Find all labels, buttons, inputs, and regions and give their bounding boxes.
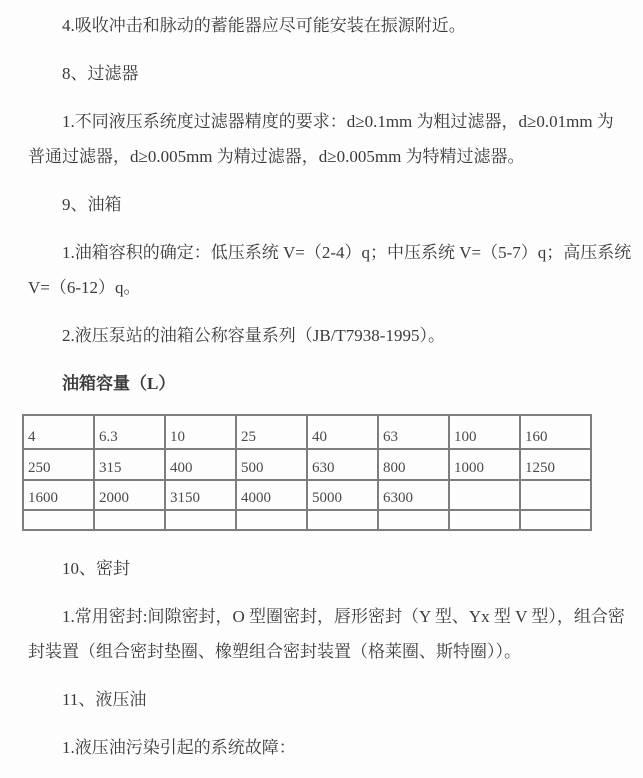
table-cell [236, 510, 307, 530]
table-cell [94, 510, 165, 530]
table-row [23, 480, 591, 510]
table-cell: 315 [94, 449, 165, 480]
paragraph-line: V=（6-12）q。 [28, 278, 141, 297]
paragraph-filter-precision [28, 104, 615, 174]
table-row [23, 415, 591, 449]
table-caption-label: 油箱容量（L） [62, 374, 176, 393]
table-caption [28, 366, 615, 401]
paragraph-line: 1.油箱容积的确定：低压系统 V=（2-4）q；中压系统 V=（5-7）q；高压系统 [62, 243, 632, 262]
paragraph-line: 2.液压泵站的油箱公称容量系列（JB/T7938-1995）。 [62, 326, 445, 345]
table-cell: 160 [520, 415, 591, 449]
table-row [23, 449, 591, 480]
heading-line: 9、油箱 [62, 195, 122, 214]
table-cell: 500 [236, 449, 307, 480]
table-cell: 6300 [378, 480, 449, 510]
table-cell [449, 480, 520, 510]
paragraph-accumulator-note [28, 8, 615, 43]
heading-line: 10、密封 [62, 559, 130, 578]
paragraph-line: 普通过滤器，d≥0.005mm 为精过滤器，d≥0.005mm 为特精过滤器。 [28, 147, 525, 166]
table-cell: 1600 [23, 480, 94, 510]
table-cell: 5000 [307, 480, 378, 510]
heading-line: 11、液压油 [62, 690, 147, 709]
table-cell: 40 [307, 415, 378, 449]
section-heading-filter [28, 56, 615, 91]
table-cell: 3150 [165, 480, 236, 510]
table-cell [449, 510, 520, 530]
heading-line: 8、过滤器 [62, 64, 139, 83]
table-cell [520, 510, 591, 530]
table-cell [307, 510, 378, 530]
section-heading-oil [28, 682, 615, 717]
table-cell: 1250 [520, 449, 591, 480]
paragraph-line: 1.液压油污染引起的系统故障： [62, 738, 296, 757]
table-cell: 4000 [236, 480, 307, 510]
table-cell: 25 [236, 415, 307, 449]
table-cell: 800 [378, 449, 449, 480]
table-cell: 2000 [94, 480, 165, 510]
table-cell: 100 [449, 415, 520, 449]
table-cell: 10 [165, 415, 236, 449]
section-heading-tank [28, 187, 615, 222]
section-heading-seal [28, 551, 615, 586]
table-cell [520, 480, 591, 510]
table-cell [165, 510, 236, 530]
tank-capacity-table [22, 414, 592, 531]
paragraph-oil-contamination [28, 730, 615, 765]
table-cell: 4 [23, 415, 94, 449]
table-cell: 6.3 [94, 415, 165, 449]
paragraph-line: 1.不同液压系统度过滤器精度的要求：d≥0.1mm 为粗过滤器，d≥0.01mm 为 [62, 112, 614, 131]
table-cell: 1000 [449, 449, 520, 480]
paragraph-tank-series [28, 318, 615, 353]
table-cell: 250 [23, 449, 94, 480]
paragraph-line: 4.吸收冲击和脉动的蓄能器应尽可能安装在振源附近。 [62, 16, 466, 35]
paragraph-tank-volume [28, 235, 632, 305]
table-cell: 63 [378, 415, 449, 449]
table-cell [23, 510, 94, 530]
table-cell [378, 510, 449, 530]
paragraph-common-seals [28, 599, 625, 669]
paragraph-line: 封装置（组合密封垫圈、橡塑组合密封装置（格莱圈、斯特圈））。 [28, 642, 521, 661]
table-row [23, 510, 591, 530]
table-cell: 630 [307, 449, 378, 480]
table-cell: 400 [165, 449, 236, 480]
paragraph-line: 1.常用密封:间隙密封，O 型圈密封，唇形密封（Y 型、Yx 型 V 型），组合密 [62, 607, 625, 626]
